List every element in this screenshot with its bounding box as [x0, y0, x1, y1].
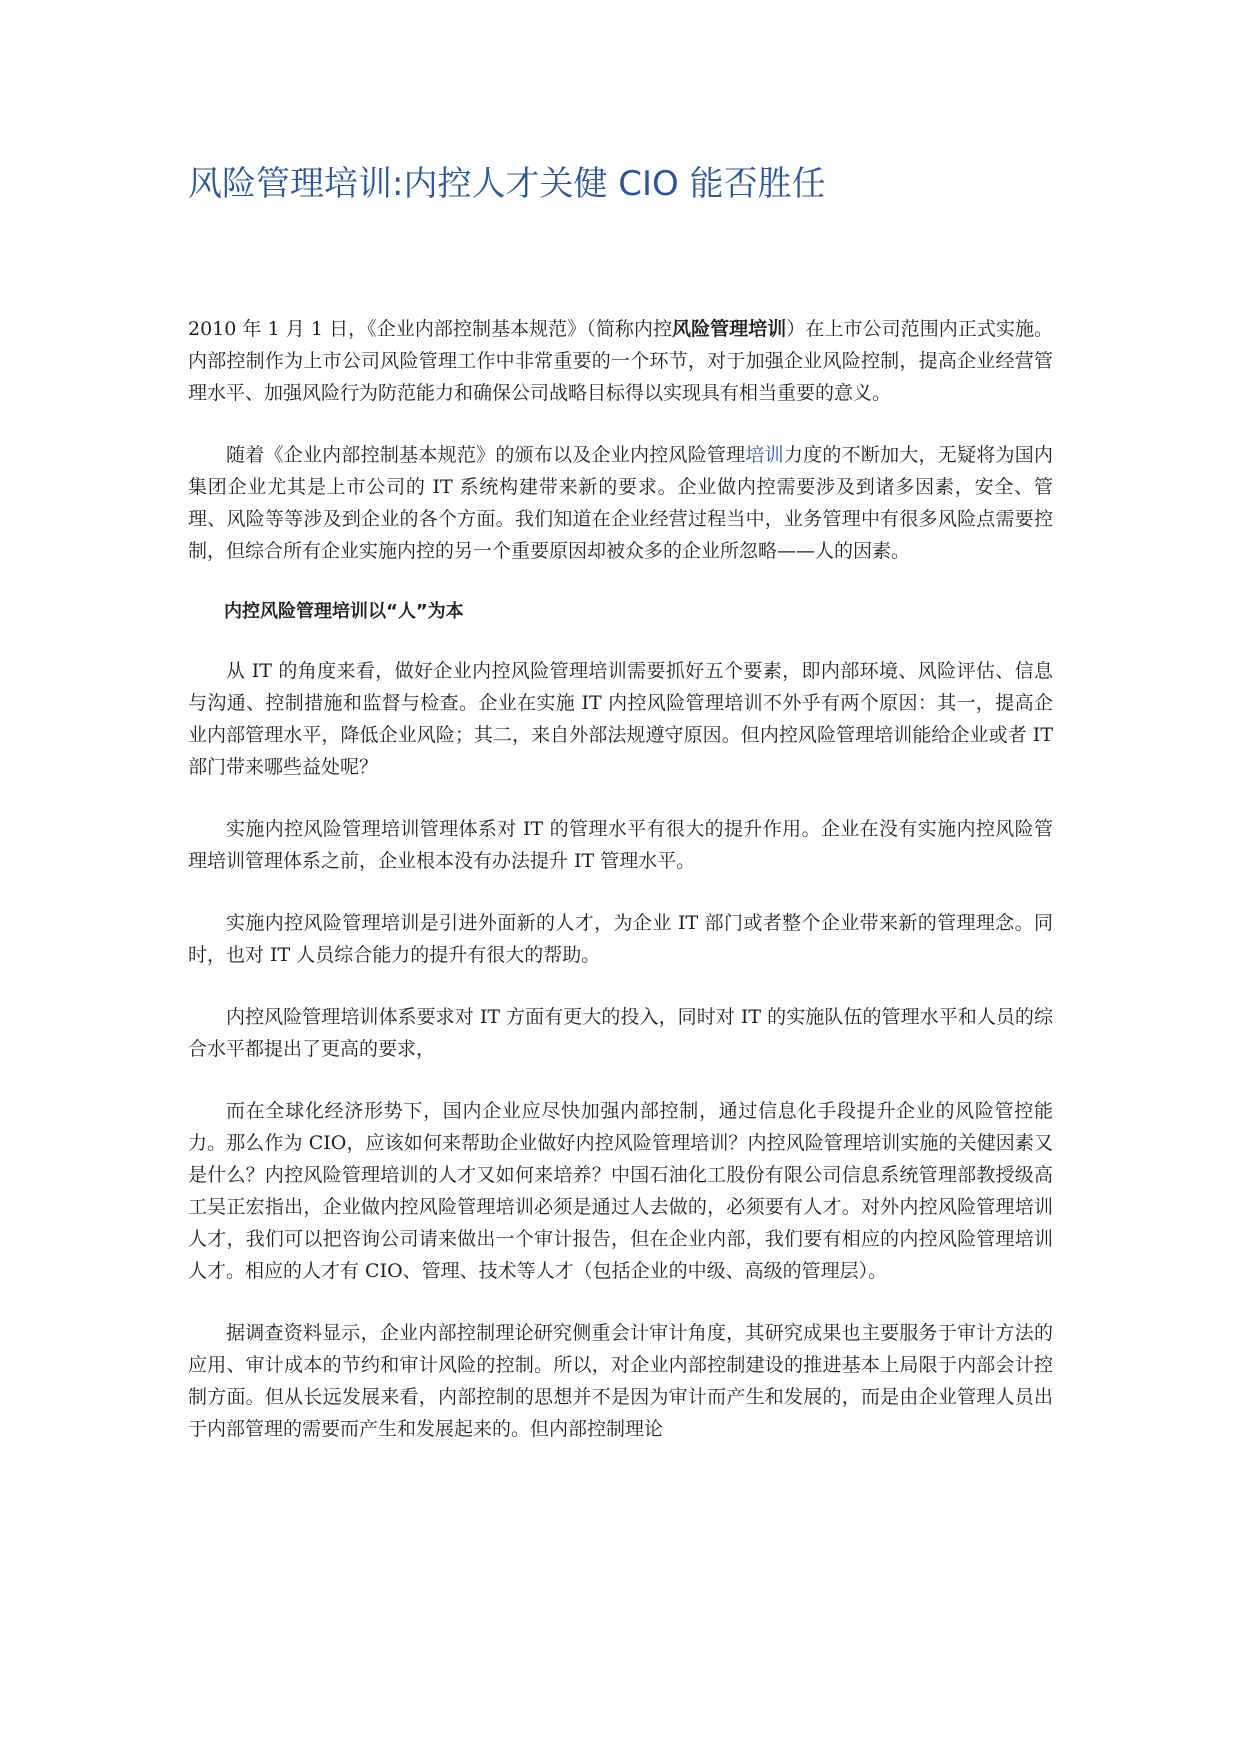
page-title: 风险管理培训:内控人才关健 CIO 能否胜任 — [188, 164, 826, 204]
training-link[interactable]: 培训 — [745, 444, 784, 466]
paragraph-5: 实施内控风险管理培训是引进外面新的人才，为企业 IT 部门或者整个企业带来新的管理理念。同时，也对 IT 人员综合能力的提升有很大的帮助。 — [188, 912, 1053, 966]
paragraph-4: 实施内控风险管理培训管理体系对 IT 的管理水平有很大的提升作用。企业在没有实施内控风险管理培训管理体系之前，企业根本没有办法提升 IT 管理水平。 — [188, 818, 1053, 872]
section-subheading: 内控风险管理培训以“人”为本 — [224, 601, 464, 622]
paragraph-8: 据调查资料显示，企业内部控制理论研究侧重会计审计角度，其研究成果也主要服务于审计方法的应用、审计成本的节约和审计风险的控制。所以，对企业内部控制建设的推进基本上局限于内部会计控制方面。但从长远发展来看，内部控制的思想并不是因为审计而产生和发展的，而是由企业管理人员出于内部管理的需要而产生和发展起来的。但内部控制理论 — [188, 1322, 1053, 1440]
paragraph-6: 内控风险管理培训体系要求对 IT 方面有更大的投入，同时对 IT 的实施队伍的管理水平和人员的综合水平都提出了更高的要求， — [188, 1006, 1053, 1060]
paragraph-intro — [188, 313, 1053, 409]
paragraph-2-text-1: 随着《企业内部控制基本规范》的颁布以及企业内控风险管理 — [226, 444, 746, 466]
article-body — [188, 313, 1053, 1475]
paragraph-7: 而在全球化经济形势下，国内企业应尽快加强内部控制，通过信息化手段提升企业的风险管控能力。那么作为 CIO，应该如何来帮助企业做好内控风险管理培训？内控风险管理培训实施的关健因素又是什么？内控风险管理培训的人才又如何来培养？中国石油化工股份有限公司信息系统管理部教授级高工吴正宏指出，企业做内控风险管理培训必须是通过人去做的，必须要有人才。对外内控风险管理培训人才，我们可以把咨询公司请来做出一个审计报告，但在企业内部，我们要有相应的内控风险管理培训人才。相应的人才有 CIO、管理、技术等人才（包括企业的中级、高级的管理层）。 — [188, 1100, 1053, 1282]
paragraph-intro-text-2: ）在上市公司范围内正式实施。内部控制作为上市公司风险管理工作中非常重要的一个环节，对于加强企业风险控制，提高企业经营管理水平、加强风险行为防范能力和确保公司战略目标得以实现具有相当重要的意义。 — [188, 318, 1053, 404]
paragraph-2 — [188, 439, 1053, 567]
paragraph-3: 从 IT 的角度来看，做好企业内控风险管理培训需要抓好五个要素，即内部环境、风险评估、信息与沟通、控制措施和监督与检查。企业在实施 IT 内控风险管理培训不外乎有两个原因：其一，提高企业内部管理水平，降低企业风险；其二，来自外部法规遵守原因。但内控风险管理培训能给企业或者 IT 部门带来哪些益处呢？ — [188, 660, 1053, 778]
paragraph-2-text-2: 力度的不断加大，无疑将为国内集团企业尤其是上市公司的 IT 系统构建带来新的要求。企业做内控需要涉及到诸多因素，安全、管理、风险等等涉及到企业的各个方面。我们知道在企业经营过程当中，业务管理中有很多风险点需要控制，但综合所有企业实施内控的另一个重要原因却被众多的企业所忽略——人的因素。 — [188, 444, 1053, 562]
paragraph-intro-text-1: 2010 年 1 月 1 日，《企业内部控制基本规范》（简称内控 — [188, 318, 673, 340]
bold-keyword-risk-training: 风险管理培训 — [672, 318, 787, 340]
